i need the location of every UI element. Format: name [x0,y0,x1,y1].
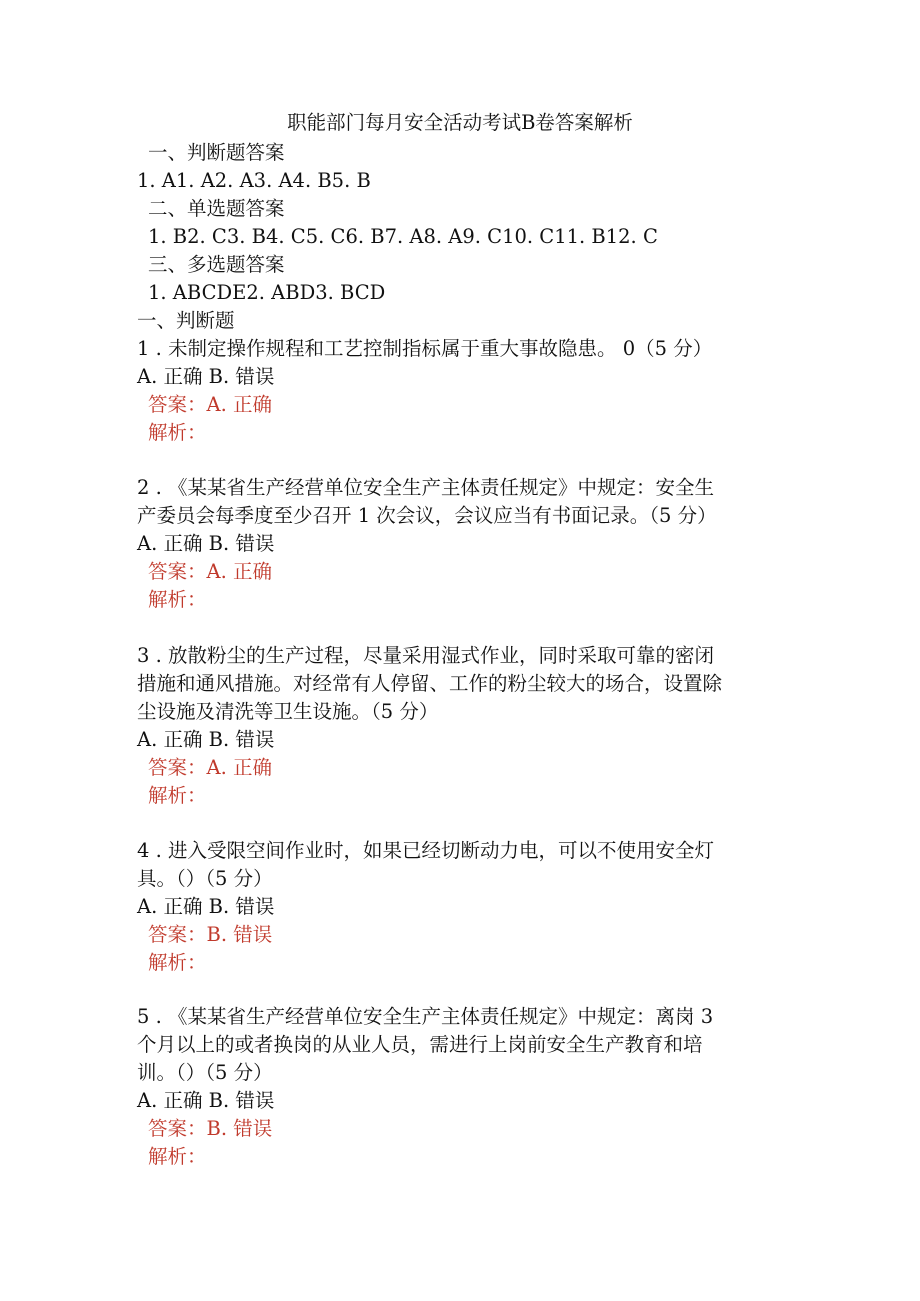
question-3-text-line-1: 3 . 放散粉尘的生产过程，尽量采用湿式作业，同时采取可靠的密闭 [137,644,715,667]
question-5-text-line-3: 训。（）（5 分） [137,1061,273,1084]
question-5-answer: 答案：B. 错误 [148,1117,273,1140]
summary-heading-single-choice: 二、单选题答案 [148,197,285,220]
question-4-text-line-2: 具。（）（5 分） [137,867,273,890]
question-4-analysis: 解析： [148,951,207,974]
question-1-analysis: 解析： [148,421,207,444]
question-2-options: A. 正确 B. 错误 [137,532,275,555]
question-2-analysis: 解析： [148,588,207,611]
question-3-options: A. 正确 B. 错误 [137,728,275,751]
summary-answers-judgement: 1. A1. A2. A3. A4. B5. B [137,169,371,192]
question-4-options: A. 正确 B. 错误 [137,895,275,918]
question-2-text-line-1: 2 . 《某某省生产经营单位安全生产主体责任规定》中规定：安全生 [137,476,715,499]
question-1-text: 1 . 未制定操作规程和工艺控制指标属于重大事故隐患。 0（5 分） [137,337,713,360]
question-3-analysis: 解析： [148,784,207,807]
question-3-answer: 答案：A. 正确 [148,756,272,779]
question-1-answer: 答案：A. 正确 [148,393,272,416]
question-5-text-line-1: 5 . 《某某省生产经营单位安全生产主体责任规定》中规定：离岗 3 [137,1005,714,1028]
question-3-text-line-2: 措施和通风措施。对经常有人停留、工作的粉尘较大的场合，设置除 [137,672,723,695]
question-1-options: A. 正确 B. 错误 [137,365,275,388]
question-5-options: A. 正确 B. 错误 [137,1089,275,1112]
question-5-text-line-2: 个月以上的或者换岗的从业人员，需进行上岗前安全生产教育和培 [137,1033,703,1056]
question-4-text-line-1: 4 . 进入受限空间作业时，如果已经切断动力电，可以不使用安全灯 [137,839,715,862]
summary-heading-multi-choice: 三、多选题答案 [148,253,285,276]
question-2-answer: 答案：A. 正确 [148,560,272,583]
summary-answers-single-choice: 1. B2. C3. B4. C5. C6. B7. A8. A9. C10. C11. B12. C [148,225,658,248]
section-heading: 一、判断题 [137,309,235,332]
question-2-text-line-2: 产委员会每季度至少召开 1 次会议，会议应当有书面记录。（5 分） [137,504,717,527]
question-3-text-line-3: 尘设施及清洗等卫生设施。（5 分） [137,700,439,723]
summary-answers-multi-choice: 1. ABCDE2. ABD3. BCD [148,281,386,304]
question-5-analysis: 解析： [148,1145,207,1168]
summary-heading-judgement: 一、判断题答案 [148,141,285,164]
question-4-answer: 答案：B. 错误 [148,923,273,946]
document-title: 职能部门每月安全活动考试B卷答案解析 [287,111,633,134]
